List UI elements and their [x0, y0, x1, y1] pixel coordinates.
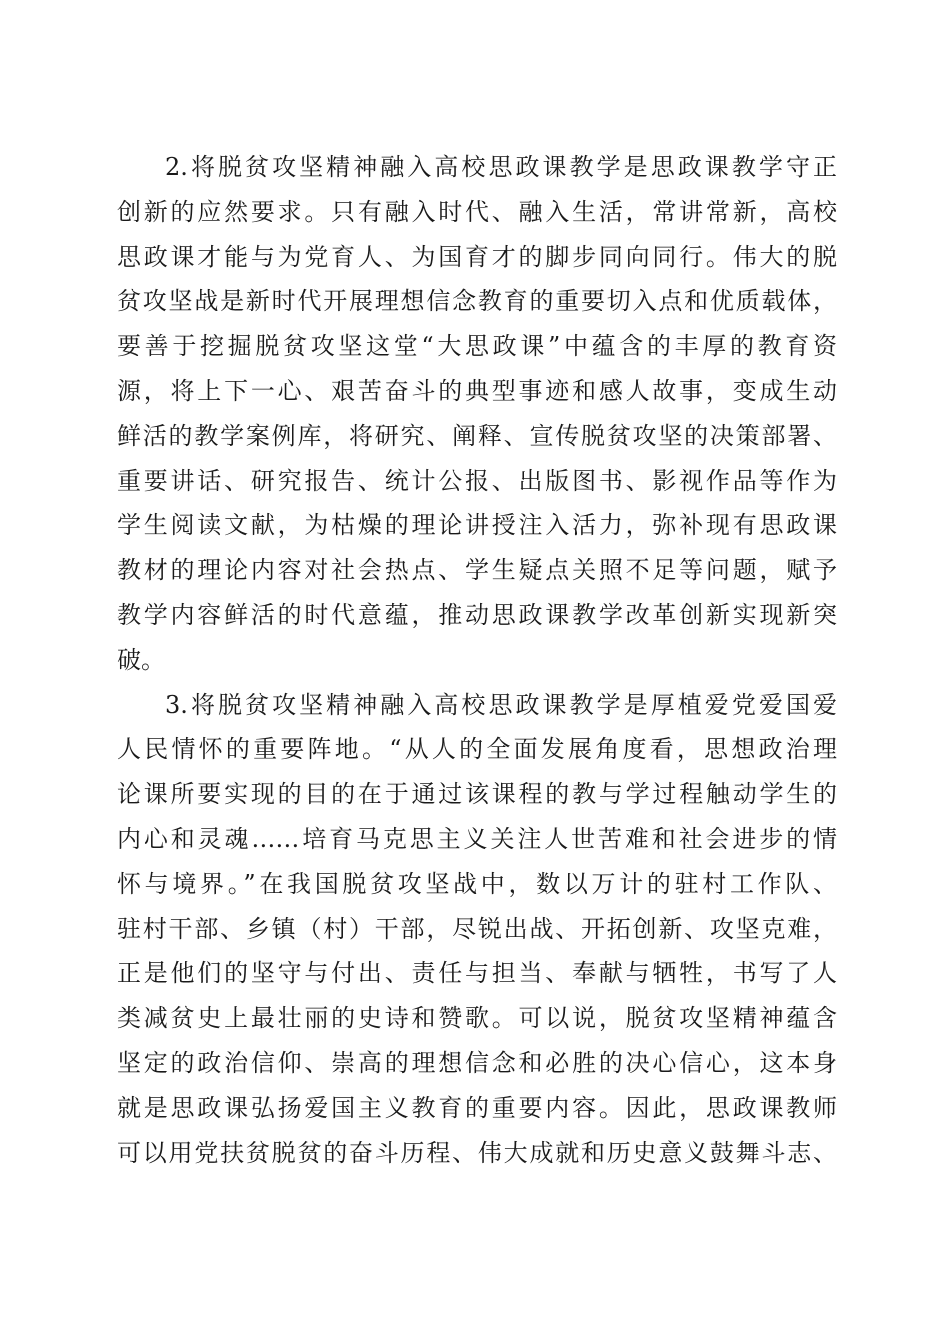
text-line: 人民情怀的重要阵地。“从人的全面发展角度看，思想政治理	[117, 735, 837, 764]
text-line: 正是他们的坚守与付出、责任与担当、奉献与牺牲，书写了人	[117, 959, 837, 988]
text-line: 鲜活的教学案例库，将研究、阐释、宣传脱贫攻坚的决策部署、	[117, 421, 837, 450]
text-line: 论课所要实现的目的在于通过该课程的教与学过程触动学生的	[117, 780, 837, 809]
text-line: 类减贫史上最壮丽的史诗和赞歌。可以说，脱贫攻坚精神蕴含	[117, 1004, 837, 1033]
text-line: 贫攻坚战是新时代开展理想信念教育的重要切入点和优质载体，	[117, 287, 837, 316]
text-line: 思政课才能与为党育人、为国育才的脚步同向同行。伟大的脱	[117, 242, 837, 271]
paragraph-2	[117, 145, 837, 683]
text-line: 要善于挖掘脱贫攻坚这堂“大思政课”中蕴含的丰厚的教育资	[117, 332, 837, 361]
text-line: 学生阅读文献，为枯燥的理论讲授注入活力，弥补现有思政课	[117, 511, 837, 540]
body-text	[117, 145, 837, 1175]
text-line: 创新的应然要求。只有融入时代、融入生活，常讲常新，高校	[117, 197, 837, 226]
text-line: 内心和灵魂……培育马克思主义关注人世苦难和社会进步的情	[117, 824, 837, 853]
text-line: 源，将上下一心、艰苦奋斗的典型事迹和感人故事，变成生动	[117, 376, 837, 405]
text-line: 就是思政课弘扬爱国主义教育的重要内容。因此，思政课教师	[117, 1093, 837, 1122]
text-line: 2.将脱贫攻坚精神融入高校思政课教学是思政课教学守正	[165, 153, 837, 181]
text-line: 教材的理论内容对社会热点、学生疑点关照不足等问题，赋予	[117, 556, 837, 585]
text-line: 重要讲话、研究报告、统计公报、出版图书、影视作品等作为	[117, 466, 837, 495]
text-line: 教学内容鲜活的时代意蕴，推动思政课教学改革创新实现新突	[117, 600, 837, 629]
paragraph-3	[117, 683, 837, 1176]
text-line: 可以用党扶贫脱贫的奋斗历程、伟大成就和历史意义鼓舞斗志、	[117, 1138, 837, 1167]
text-line: 驻村干部、乡镇（村）干部，尽锐出战、开拓创新、攻坚克难，	[117, 914, 837, 943]
text-line: 3.将脱贫攻坚精神融入高校思政课教学是厚植爱党爱国爱	[165, 690, 837, 719]
text-line: 怀与境界。”在我国脱贫攻坚战中，数以万计的驻村工作队、	[117, 869, 837, 898]
text-line: 坚定的政治信仰、崇高的理想信念和必胜的决心信心，这本身	[117, 1048, 837, 1077]
text-line: 破。	[117, 645, 165, 674]
